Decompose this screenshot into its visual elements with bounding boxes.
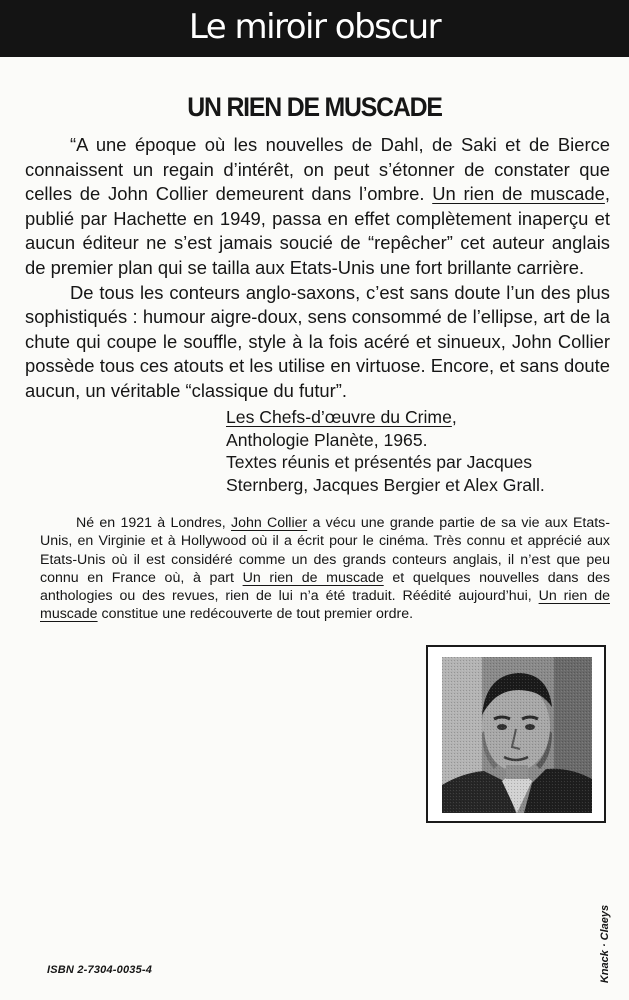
citation-editors-1: Textes réunis et présentés par Jacques	[226, 452, 533, 472]
text-run: De tous les conteurs anglo-saxons, c’est sans doute l’un des plus sophistiqués : humour aigre-doux, sens consommé de l’ellipse, art de la chute qui coupe le souffle, style à la fois acéré et sinueux, John Collier possède tous ces atouts et les utilise en virtuose. Encore, et sans doute aucun, un véritable “classique du futur”.	[25, 281, 610, 401]
citation-work-title: Les Chefs-d’œuvre du Crime	[226, 407, 452, 427]
book-title: UN RIEN DE MUSCADE	[187, 92, 442, 122]
underlined-title: Un rien de muscade	[242, 569, 384, 586]
bio-paragraph	[40, 514, 610, 624]
text-run: a vécu une grande partie de sa vie aux Etats-Unis, en Virginie et à Hollywood où il a écrit pour le cinéma. Très connu et apprécié aux Etats-Unis où il est considéré comme un des grands conteurs anglais, il n’est que peu connu en France où, à part	[40, 515, 610, 586]
text-run: , publié par Hachette en 1949, passa en effet complètement inaperçu et aucun éditeur ne s’est jamais soucié de “repêcher” cet auteur anglais de premier plan qui se tailla aux Etats-Unis une fort brillante carrière.	[25, 183, 610, 278]
quote-paragraph-1	[25, 133, 610, 281]
series-title: Le miroir obscur	[188, 7, 441, 47]
author-portrait-image	[442, 657, 592, 813]
quote-paragraph-2	[25, 281, 610, 404]
underlined-title: Un rien de muscade	[432, 183, 605, 205]
quote-citation	[226, 406, 545, 496]
text-run: “A une époque où les nouvelles de Dahl, de Saki et de Bierce connaissent un regain d’intérêt, on peut s’étonner de constater que celles de John Collier demeurent dans l’ombre.	[25, 134, 610, 205]
citation-punct: ,	[451, 407, 457, 427]
citation-source-line	[226, 406, 545, 429]
text-run: constitue une redécouverte de tout premier ordre.	[97, 606, 414, 623]
citation-publisher: Anthologie Planète, 1965.	[226, 429, 428, 450]
author-bio	[40, 514, 610, 624]
series-banner	[0, 0, 629, 57]
citation-editors-2: Sternberg, Jacques Bergier et Alex Grall.	[226, 474, 545, 495]
text-run: Né en 1921 à Londres,	[76, 515, 231, 531]
printer-credit: Knack · Claeys	[599, 904, 612, 984]
underlined-title: John Collier	[230, 515, 308, 531]
underlined-title: Un rien de muscade	[40, 588, 610, 623]
critic-quote	[25, 133, 610, 404]
text-run: et quelques nouvelles dans des anthologies ou des revues, rien de lui n’a été traduit. Réédité aujourd’hui,	[40, 569, 611, 605]
isbn: ISBN 2-7304-0035-4	[47, 964, 153, 976]
author-photo	[426, 645, 606, 823]
